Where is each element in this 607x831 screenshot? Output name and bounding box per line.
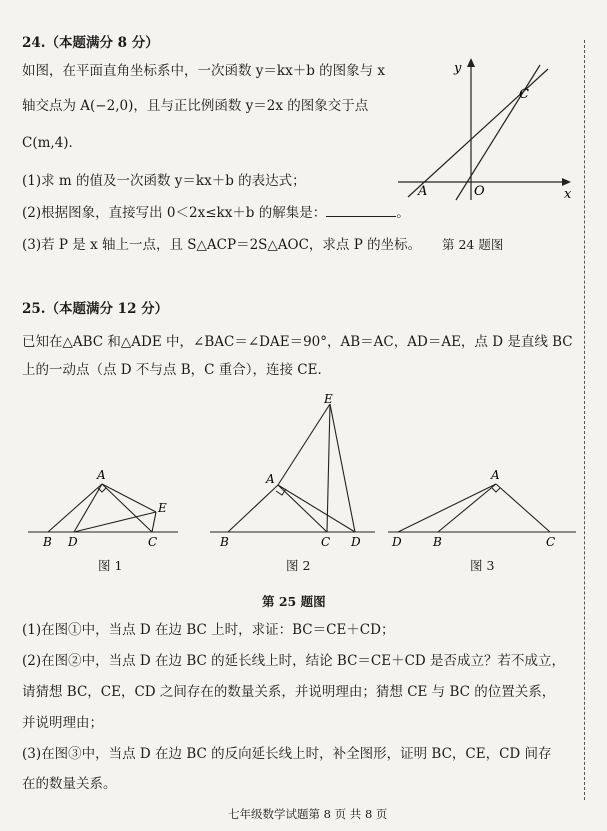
q25-part1: (1)在图①中，当点 D 在边 BC 上时，求证：BC＝CE＋CD； bbox=[22, 622, 395, 638]
page-footer: 七年级数学试题第 8 页 共 8 页 bbox=[228, 807, 388, 821]
fig1-label-B: B bbox=[43, 535, 52, 549]
q24-figure-caption: 第 24 题图 bbox=[442, 237, 504, 252]
label-C: C bbox=[519, 87, 529, 102]
fig1-label-E: E bbox=[158, 501, 167, 515]
fig3-label-A: A bbox=[491, 468, 500, 482]
fig2-label-B: B bbox=[220, 535, 229, 549]
label-x: x bbox=[564, 187, 572, 202]
q25-line2: 上的一动点（点 D 不与点 B，C 重合），连接 CE． bbox=[22, 362, 331, 378]
fig1-label-D: D bbox=[68, 535, 78, 549]
fig3-label-C: C bbox=[546, 535, 556, 549]
q25-figure-2 bbox=[210, 392, 380, 552]
q25-part2-a: (2)在图②中，当点 D 在边 BC 的延长线上时，结论 BC＝CE＋CD 是否成立？若不成立， bbox=[22, 653, 566, 669]
q24-line1: 如图，在平面直角坐标系中，一次函数 y＝kx＋b 的图象与 x bbox=[22, 63, 386, 79]
fig1-label-C: C bbox=[148, 535, 158, 549]
q24-part2 bbox=[22, 204, 410, 222]
fig3-label-D: D bbox=[392, 535, 402, 549]
q25-part2-b: 请猜想 BC，CE，CD 之间存在的数量关系，并说明理由；猜想 CE 与 BC 的位置关系， bbox=[22, 684, 556, 700]
answer-blank bbox=[326, 204, 396, 217]
q25-line1: 已知在△ABC 和△ADE 中，∠BAC＝∠DAE＝90°，AB＝AC，AD＝AE，点 D 是直线 BC bbox=[22, 334, 573, 350]
right-angle-mark bbox=[98, 488, 106, 492]
q25-part3-b: 在的数量关系。 bbox=[22, 776, 117, 792]
binding-dashed-line bbox=[584, 40, 585, 800]
fig3-label-B: B bbox=[433, 535, 442, 549]
fig1-caption: 图 1 bbox=[98, 558, 123, 573]
q24-part2-text: (2)根据图象，直接写出 0＜2x≤kx＋b 的解集是： bbox=[22, 205, 327, 221]
label-O: O bbox=[474, 184, 485, 199]
q24-line3: C(m,4)． bbox=[22, 135, 83, 151]
x-axis-arrow bbox=[562, 178, 571, 186]
q25-part2-c: 并说明理由； bbox=[22, 715, 103, 731]
q25-part3-a: (3)在图③中，当点 D 在边 BC 的反向延长线上时，补全图形，证明 BC，CE，CD 间存 bbox=[22, 746, 552, 762]
q24-part2-end: 。 bbox=[396, 205, 410, 221]
q24-line2: 轴交点为 A(−2,0)，且与正比例函数 y＝2x 的图象交于点 bbox=[22, 98, 369, 114]
fig2-label-C: C bbox=[321, 535, 331, 549]
q25-figure-3 bbox=[388, 462, 580, 552]
fig2-label-D: D bbox=[351, 535, 361, 549]
fig2-caption: 图 2 bbox=[286, 558, 311, 573]
line-y-2x bbox=[456, 65, 540, 200]
fig2-label-A: A bbox=[266, 472, 275, 486]
q25-figure-caption: 第 25 题图 bbox=[262, 594, 326, 609]
fig3-caption: 图 3 bbox=[470, 558, 495, 573]
q24-header: 24.（本题满分 8 分） bbox=[22, 35, 159, 51]
fig1-label-A: A bbox=[97, 468, 106, 482]
q25-header: 25.（本题满分 12 分） bbox=[22, 301, 169, 317]
fig2-label-E: E bbox=[324, 392, 333, 406]
label-A: A bbox=[418, 184, 428, 199]
q25-figure-1 bbox=[28, 462, 188, 552]
label-y: y bbox=[454, 61, 462, 76]
q24-part3: (3)若 P 是 x 轴上一点，且 S△ACP＝2S△AOC，求点 P 的坐标。 bbox=[22, 237, 422, 253]
q24-part1: (1)求 m 的值及一次函数 y＝kx＋b 的表达式； bbox=[22, 173, 306, 189]
right-angle-mark bbox=[276, 489, 286, 495]
q24-figure bbox=[390, 55, 580, 205]
y-axis-arrow bbox=[467, 58, 475, 67]
right-angle-mark bbox=[492, 488, 500, 492]
